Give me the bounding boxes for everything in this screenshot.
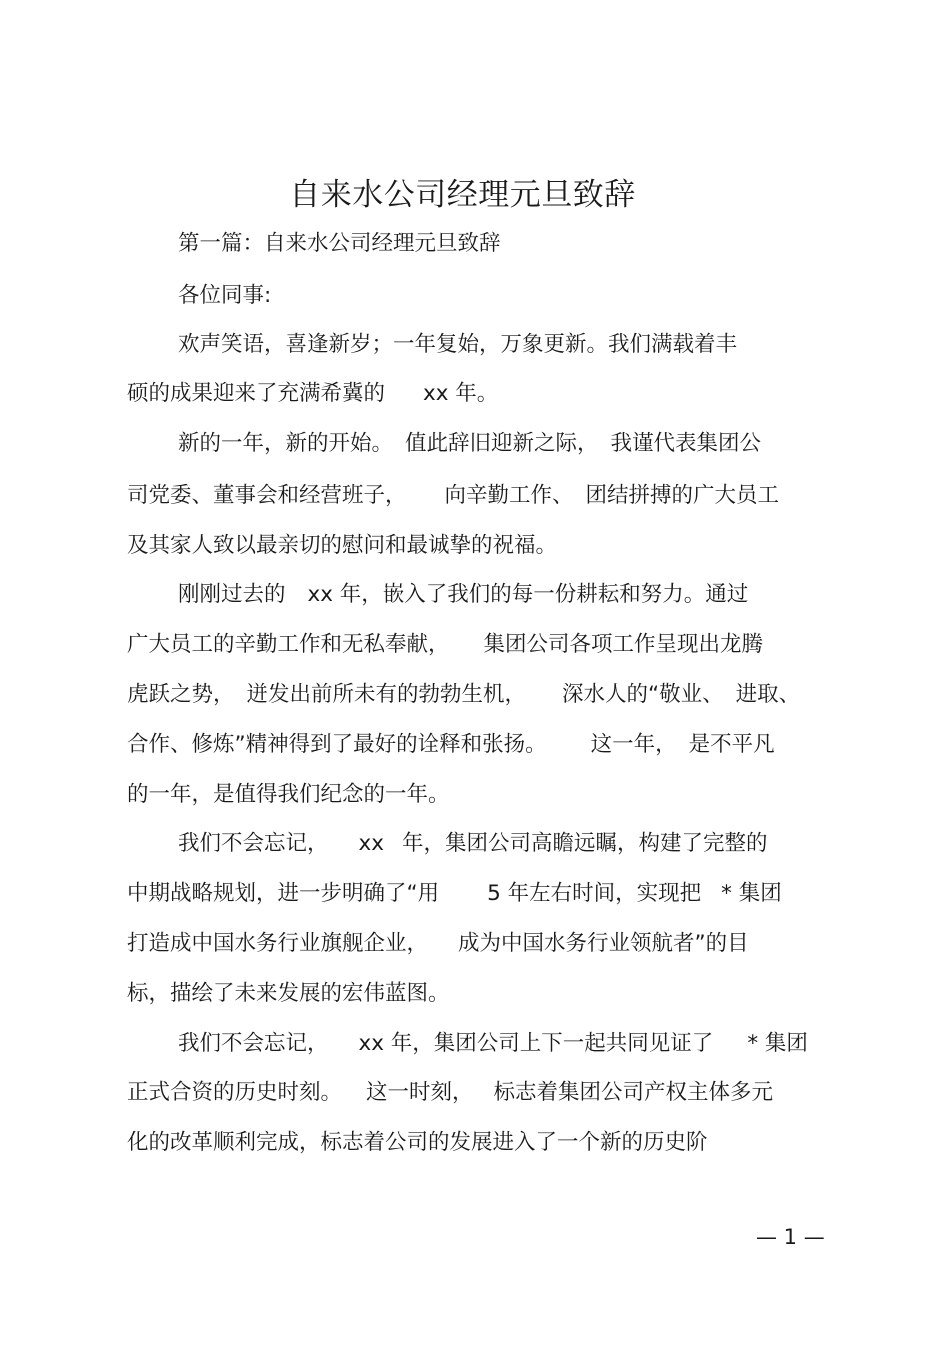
text-segment: 是不平凡 — [688, 732, 775, 757]
text-segment: xx — [358, 831, 384, 856]
text-segment: 这一年， — [590, 732, 677, 757]
text-segment: 5 年左右时间，实现把 — [487, 881, 702, 906]
text-segment: 团结拼搏的广大员工 — [585, 483, 780, 508]
text-segment: 值此辞旧迎新之际， — [405, 431, 599, 456]
text-segment: * 集团 — [747, 1031, 808, 1056]
paragraph-3-line-4 — [127, 730, 775, 760]
text-segment: 进取、 — [735, 682, 801, 707]
text-segment: 虎跃之势， — [127, 682, 235, 707]
page-number: — 1 — — [756, 1225, 825, 1249]
text-segment: xx 年。 — [423, 381, 499, 406]
paragraph-4-line-2 — [127, 879, 782, 909]
paragraph-2-line-1 — [178, 429, 761, 459]
paragraph-4-line-4: 标，描绘了未来发展的宏伟蓝图。 — [127, 981, 450, 1006]
paragraph-5-line-3: 化的改革顺利完成，标志着公司的发展进入了一个新的历史阶 — [127, 1130, 708, 1155]
text-segment: xx 年，嵌入了我们的每一份耕耘和努力。通过 — [307, 582, 749, 607]
text-segment: 深水人的“敬业、 — [562, 682, 724, 707]
paragraph-3-line-2 — [127, 630, 763, 660]
text-segment: 集团公司各项工作呈现出龙腾 — [483, 632, 764, 657]
paragraph-5-line-1 — [178, 1029, 808, 1059]
text-segment: 司党委、董事会和经营班子， — [127, 483, 407, 508]
paragraph-5-line-2 — [127, 1078, 773, 1108]
paragraph-4-line-3 — [127, 929, 749, 959]
paragraph-1-line-2 — [127, 379, 498, 409]
text-segment: 广大员工的辛勤工作和无私奉献， — [127, 632, 450, 657]
text-segment: 刚刚过去的 — [178, 582, 286, 607]
subtitle: 第一篇：自来水公司经理元旦致辞 — [178, 231, 501, 256]
text-segment: 成为中国水务行业领航者”的目 — [458, 931, 749, 956]
text-segment: xx 年，集团公司上下一起共同见证了 — [358, 1031, 714, 1056]
paragraph-2-line-2 — [127, 481, 779, 511]
text-segment: 迸发出前所未有的勃勃生机， — [246, 682, 527, 707]
text-segment: 这一时刻， — [366, 1080, 474, 1105]
paragraph-3-line-5: 的一年，是值得我们纪念的一年。 — [127, 782, 450, 807]
text-segment: 硕的成果迎来了充满希冀的 — [127, 381, 386, 406]
text-segment: 我谨代表集团公 — [610, 431, 762, 456]
text-segment: 年，集团公司高瞻远瞩，构建了完整的 — [401, 831, 768, 856]
paragraph-2-line-3: 及其家人致以最亲切的慰问和最诚挚的祝福。 — [127, 533, 558, 558]
text-segment: 我们不会忘记， — [178, 831, 329, 856]
salutation: 各位同事: — [178, 283, 272, 308]
text-segment: 向辛勤工作、 — [444, 483, 574, 508]
paragraph-3-line-1 — [178, 580, 748, 610]
text-segment: 标志着集团公司产权主体多元 — [493, 1080, 774, 1105]
text-segment: 中期战略规划，进一步明确了“用 — [127, 881, 440, 906]
text-segment: 新的一年，新的开始。 — [178, 431, 394, 456]
text-segment: * 集团 — [721, 881, 782, 906]
paragraph-3-line-3 — [127, 680, 800, 710]
document-title: 自来水公司经理元旦致辞 — [289, 177, 636, 213]
text-segment: 我们不会忘记， — [178, 1031, 329, 1056]
text-segment: 正式合资的历史时刻。 — [127, 1080, 343, 1105]
paragraph-4-line-1 — [178, 829, 767, 859]
text-segment: 合作、修炼”精神得到了最好的诠释和张扬。 — [127, 732, 547, 757]
paragraph-1-line-1: 欢声笑语，喜逢新岁；一年复始，万象更新。我们满载着丰 — [178, 332, 738, 357]
text-segment: 打造成中国水务行业旗舰企业， — [127, 931, 429, 956]
